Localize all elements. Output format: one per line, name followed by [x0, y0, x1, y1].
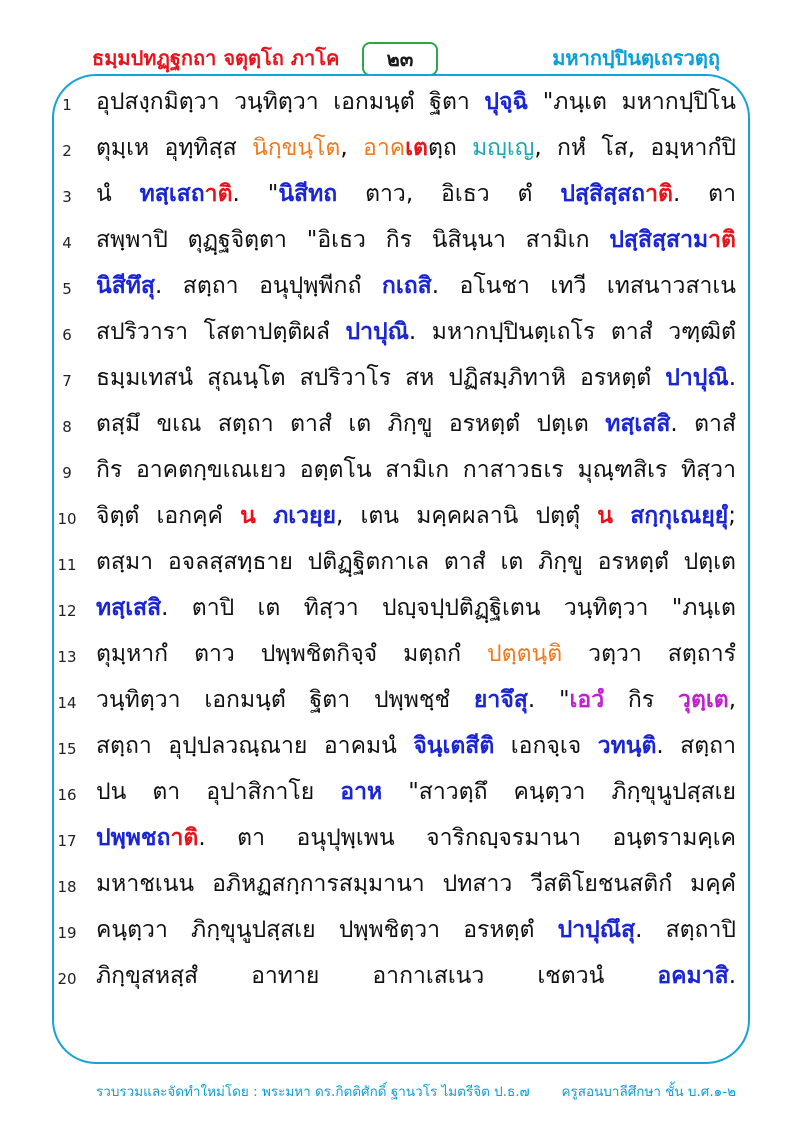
line-number: 4	[62, 234, 72, 252]
text-segment: . ตาปิ เต ทิสฺวา ปญฺจปฺปติฏฺฐิเตน วนฺทิตฺวา "ภนฺเต	[161, 595, 736, 621]
line-text	[96, 314, 736, 350]
text-segment: าติ	[170, 825, 199, 851]
text-segment: ,	[340, 135, 363, 161]
text-segment: ตุมฺเห อุทฺทิสฺส	[96, 135, 252, 161]
line-number: 7	[62, 372, 72, 390]
text-line	[0, 356, 800, 402]
text-segment: เต	[405, 135, 428, 161]
line-text	[96, 728, 736, 764]
text-segment: ;	[728, 503, 737, 529]
text-segment: นิสีทถ	[278, 181, 338, 207]
text-segment: ปาปุณิ	[345, 319, 409, 345]
line-number: 11	[57, 556, 77, 574]
text-segment: ปน ตา อุปาสิกาโย	[96, 779, 341, 805]
line-number: 10	[57, 510, 77, 528]
line-number: 6	[62, 326, 72, 344]
text-segment: าติ	[645, 181, 673, 207]
line-text	[96, 636, 736, 672]
line-number: 8	[62, 418, 72, 436]
text-line	[0, 724, 800, 770]
text-segment: กิร อาคตกฺขเณเยว อตฺตโน สามิเก กาสาวธเร มุณฺฑสิเร ทิสฺวา	[96, 457, 736, 483]
text-line	[0, 862, 800, 908]
text-segment: อคมาสิ	[657, 963, 729, 989]
line-number: 17	[57, 832, 77, 850]
text-segment: คนฺตฺวา ภิกฺขุนูปสฺสเย ปพฺพชิตฺวา อรหตฺตํ	[96, 917, 558, 943]
line-text	[96, 912, 736, 948]
text-segment: วุตฺเต	[678, 687, 729, 713]
text-segment: . ตา อนุปุพฺเพน จาริกญฺจรมานา อนฺตรามคฺเค	[198, 825, 736, 851]
text-segment: . สตฺถา	[656, 733, 736, 759]
text-segment: นิสีทึสุ	[96, 273, 155, 299]
text-segment: น	[240, 503, 256, 529]
line-text	[96, 590, 736, 626]
text-line	[0, 770, 800, 816]
line-number: 13	[57, 648, 77, 666]
line-text	[96, 452, 736, 488]
text-segment: ตุมฺหากํ ตาว ปพฺพชิตกิจฺจํ มตฺถกํ	[96, 641, 488, 667]
text-segment: อาห	[340, 779, 383, 805]
text-segment: .	[728, 963, 736, 989]
text-segment: ปสฺสิสฺสถ	[560, 181, 646, 207]
text-segment: . สตฺถาปิ	[635, 917, 736, 943]
text-line	[0, 908, 800, 954]
text-segment: สตฺถา อุปฺปลวณฺณาย อาคมนํ	[96, 733, 414, 759]
footer-author: รวบรวมและจัดทำใหม่โดย : พระมหา ดร.กิตติศักดิ์ ฐานวโร ไมตรีจิต ป.ธ.๗	[96, 1084, 530, 1100]
text-line	[0, 126, 800, 172]
text-segment: สกฺกุเณยฺยุํ	[630, 503, 729, 529]
line-text	[96, 958, 736, 994]
line-text	[96, 866, 736, 902]
line-number: 18	[57, 878, 77, 896]
text-line	[0, 494, 800, 540]
text-segment: นํ	[96, 181, 140, 207]
text-line	[0, 172, 800, 218]
text-segment: . ตาสํ	[670, 411, 736, 437]
text-segment: . "	[527, 687, 570, 713]
line-text	[96, 682, 736, 718]
book-title: ธมฺมปทฏฺฐกถา จตุตฺโถ ภาโค	[92, 46, 340, 70]
footer-course: ครูสอนบาลีศึกษา ชั้น บ.ศ.๑-๒	[561, 1084, 736, 1100]
line-text	[96, 406, 736, 442]
text-line	[0, 678, 800, 724]
line-text	[96, 222, 736, 258]
text-segment: อุปสงฺกมิตฺวา วนฺทิตฺวา เอกมนฺตํ ฐิตา	[96, 89, 485, 115]
text-segment: ตสฺมา อจลสฺสทฺธาย ปติฏฺฐิตกาเล ตาสํ เต ภิกฺขู อรหตฺตํ ปตฺเต	[96, 549, 736, 575]
text-segment: ปตฺตนฺติ	[487, 641, 563, 667]
line-number: 3	[62, 188, 72, 206]
line-text	[96, 84, 736, 120]
text-segment: มญฺเญ	[472, 135, 535, 161]
text-segment: ปพฺพชถ	[96, 825, 171, 851]
text-segment: "สาวตฺถึ คนฺตฺวา ภิกฺขุนูปสฺสเย	[382, 779, 736, 805]
line-number: 2	[62, 142, 72, 160]
text-line	[0, 264, 800, 310]
line-text	[96, 360, 736, 396]
chapter-title: มหากปฺปินตฺเถรวตฺถุ	[552, 46, 720, 70]
line-text	[96, 774, 736, 810]
line-number: 20	[57, 970, 77, 988]
line-text	[96, 498, 736, 534]
text-line	[0, 816, 800, 862]
text-segment: ตาว, อิเธว ตํ	[337, 181, 561, 207]
text-segment: . อโนชา เทวี เทสนาวสาเน	[431, 273, 737, 299]
text-segment: ปุจฺฉิ	[484, 89, 529, 115]
text-segment: สพฺพาปิ ตุฏฺฐจิตฺตา "อิเธว กิร นิสินฺนา สามิเก	[96, 227, 610, 253]
text-segment: ธมฺมเทสนํ สุณนฺโต สปริวาโร สห ปฏิสมฺภิทาหิ อรหตฺตํ	[96, 365, 666, 391]
text-segment: ทสฺเสสิ	[96, 595, 162, 621]
text-line	[0, 632, 800, 678]
text-segment: ตสฺมึ ขเณ สตฺถา ตาสํ เต ภิกฺขู อรหตฺตํ ปตฺเต	[96, 411, 606, 437]
line-number: 14	[57, 694, 77, 712]
text-segment	[613, 503, 630, 529]
line-text	[96, 130, 736, 166]
text-segment: กิร	[604, 687, 679, 713]
text-segment: ภิกฺขุสหสฺสํ อาทาย อากาเสเนว เชตวนํ	[96, 963, 658, 989]
line-number: 16	[57, 786, 77, 804]
text-segment: วตฺวา สตฺถารํ	[562, 641, 736, 667]
text-segment: นิกฺขนฺโต	[251, 135, 341, 161]
text-line	[0, 310, 800, 356]
text-segment: . ตา	[672, 181, 736, 207]
text-segment: ทสฺเสถ	[139, 181, 205, 207]
text-segment: วทนฺติ	[597, 733, 657, 759]
text-line	[0, 540, 800, 586]
text-segment: . สตฺถา อนุปุพฺพีกถํ	[154, 273, 382, 299]
text-segment: . มหากปฺปินตฺเถโร ตาสํ วฑฺฒิตํ	[408, 319, 736, 345]
text-segment: ภเวยฺย	[273, 503, 336, 529]
text-line	[0, 586, 800, 632]
text-segment: าติ	[204, 181, 233, 207]
text-segment: าติ	[708, 227, 736, 253]
text-segment: . "	[232, 181, 279, 207]
text-segment: .	[728, 365, 736, 391]
text-line	[0, 218, 800, 264]
text-segment: น	[597, 503, 613, 529]
text-segment: อาค	[363, 135, 406, 161]
line-number: 9	[62, 464, 72, 482]
line-number: 1	[62, 96, 72, 114]
text-segment	[256, 503, 273, 529]
text-segment: จินฺเตสีติ	[413, 733, 495, 759]
line-text	[96, 544, 736, 580]
text-segment: ,	[728, 687, 736, 713]
footer	[96, 1080, 736, 1102]
text-segment: ปสฺสิสฺสาม	[609, 227, 709, 253]
text-line	[0, 448, 800, 494]
line-number: 12	[57, 602, 77, 620]
text-segment: ปาปุณิ	[665, 365, 729, 391]
text-segment: ตฺถ	[427, 135, 473, 161]
text-segment: ทสฺเสสิ	[605, 411, 671, 437]
line-number: 19	[57, 924, 77, 942]
text-segment: ปาปุณึสุ	[557, 917, 636, 943]
text-segment: สปริวารา โสตาปตฺติผลํ	[96, 319, 346, 345]
line-number: 5	[62, 280, 72, 298]
text-line	[0, 954, 800, 1000]
page-number-badge: ๒๓	[362, 42, 438, 76]
text-segment: วนฺทิตฺวา เอกมนฺตํ ฐิตา ปพฺพชฺชํ	[96, 687, 474, 713]
line-text	[96, 820, 736, 856]
text-segment: มหาชเนน อภิหฏสกฺการสมฺมานา ปทสาว วีสติโยชนสติกํ มคฺคํ	[96, 871, 736, 897]
text-segment: เอวํ	[569, 687, 605, 713]
text-line	[0, 80, 800, 126]
text-segment: , เตน มคฺคผลานิ ปตฺตุํ	[335, 503, 598, 529]
text-line	[0, 402, 800, 448]
line-number: 15	[57, 740, 77, 758]
text-segment: "ภนฺเต มหากปฺปิโน	[528, 89, 736, 115]
text-segment: เอกจฺเจ	[494, 733, 598, 759]
line-text	[96, 176, 736, 212]
line-text	[96, 268, 736, 304]
text-segment: , กหํ โส, อมฺหากํปิ	[534, 135, 736, 161]
text-segment: จิตฺตํ เอกคฺคํ	[96, 503, 241, 529]
text-segment: ยาจึสุ	[473, 687, 528, 713]
text-segment: กเถสิ	[381, 273, 432, 299]
